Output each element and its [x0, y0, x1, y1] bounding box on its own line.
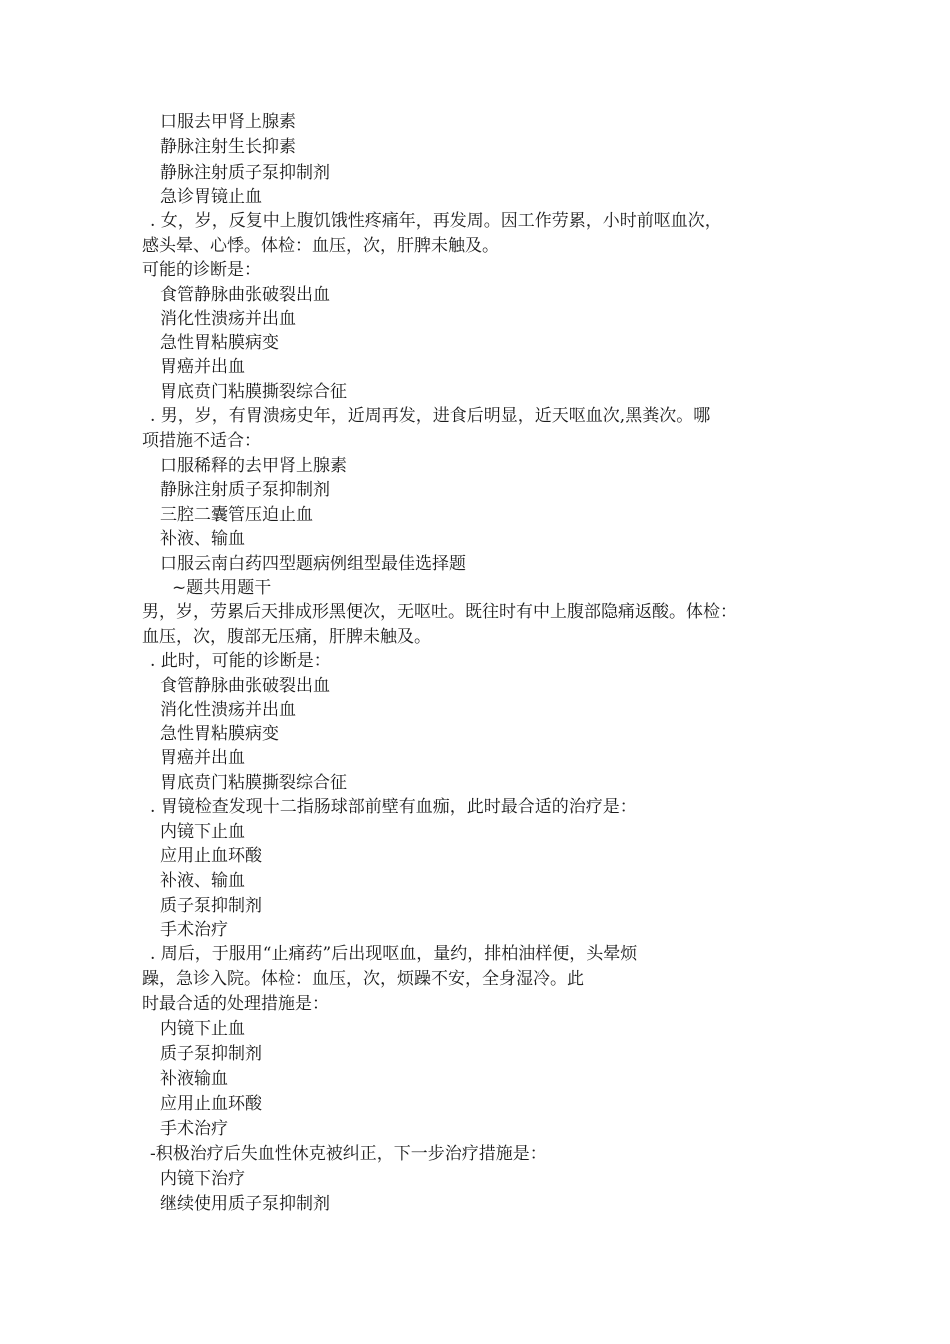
text-line: 急诊胃镜止血: [160, 187, 262, 207]
option-line: 食管静脉曲张破裂出血: [160, 676, 330, 696]
question-line: 可能的诊断是：: [142, 260, 261, 280]
section-heading: ~题共用题干: [172, 578, 272, 598]
option-line: 急性胃粘膜病变: [160, 724, 279, 744]
option-line: 消化性溃疡并出血: [160, 700, 296, 720]
option-line: 口服稀释的去甲肾上腺素: [160, 456, 347, 476]
text-line: 口服去甲肾上腺素: [160, 112, 296, 132]
option-line: 手术治疗: [160, 1119, 228, 1139]
option-line: 内镜下止血: [160, 822, 245, 842]
option-line: 胃底贲门粘膜撕裂综合征: [160, 382, 347, 402]
case-stem-line: 男，岁，劳累后天排成形黑便次，无呕吐。既往时有中上腹部隐痛返酸。体检：: [142, 602, 737, 622]
option-line: 内镜下治疗: [160, 1169, 245, 1189]
option-line: 胃癌并出血: [160, 357, 245, 377]
option-line: 质子泵抑制剂: [160, 1044, 262, 1064]
question-line: 项措施不适合：: [142, 431, 261, 451]
option-line: 内镜下止血: [160, 1019, 245, 1039]
question-line: . 胃镜检查发现十二指肠球部前壁有血痂，此时最合适的治疗是：: [150, 797, 637, 817]
question-line: 躁，急诊入院。体检：血压，次，烦躁不安，全身湿冷。此: [142, 969, 584, 989]
option-line: 静脉注射质子泵抑制剂: [160, 480, 330, 500]
option-line: 补液、输血: [160, 529, 245, 549]
question-line: . 女，岁，反复中上腹饥饿性疼痛年，再发周。因工作劳累，小时前呕血次，: [150, 211, 722, 231]
option-line: 应用止血环酸: [160, 846, 262, 866]
question-line: -积极治疗后失血性休克被纠正，下一步治疗措施是：: [150, 1144, 547, 1164]
question-line: 时最合适的处理措施是：: [142, 994, 329, 1014]
option-line: 补液输血: [160, 1069, 228, 1089]
option-line: 三腔二囊管压迫止血: [160, 505, 313, 525]
text-line: 静脉注射质子泵抑制剂: [160, 163, 330, 183]
option-line: 质子泵抑制剂: [160, 896, 262, 916]
option-line: 胃癌并出血: [160, 748, 245, 768]
question-line: 感头晕、心悸。体检：血压，次，肝脾未触及。: [142, 236, 499, 256]
option-line: 胃底贲门粘膜撕裂综合征: [160, 773, 347, 793]
question-line: . 男，岁，有胃溃疡史年，近周再发，进食后明显，近天呕血次,黑粪次。哪: [150, 406, 711, 426]
question-line: . 此时，可能的诊断是：: [150, 651, 331, 671]
text-line: 静脉注射生长抑素: [160, 137, 296, 157]
option-line: 急性胃粘膜病变: [160, 333, 279, 353]
question-line: . 周后，于服用“止痛药”后出现呕血，量约，排柏油样便，头晕烦: [150, 944, 638, 964]
option-line: 手术治疗: [160, 920, 228, 940]
option-line: 食管静脉曲张破裂出血: [160, 285, 330, 305]
option-line: 补液、输血: [160, 871, 245, 891]
option-line: 继续使用质子泵抑制剂: [160, 1194, 330, 1214]
option-line: 消化性溃疡并出血: [160, 309, 296, 329]
case-stem-line: 血压，次，腹部无压痛，肝脾未触及。: [142, 627, 431, 647]
option-line: 口服云南白药四型题病例组型最佳选择题: [160, 554, 466, 574]
option-line: 应用止血环酸: [160, 1094, 262, 1114]
